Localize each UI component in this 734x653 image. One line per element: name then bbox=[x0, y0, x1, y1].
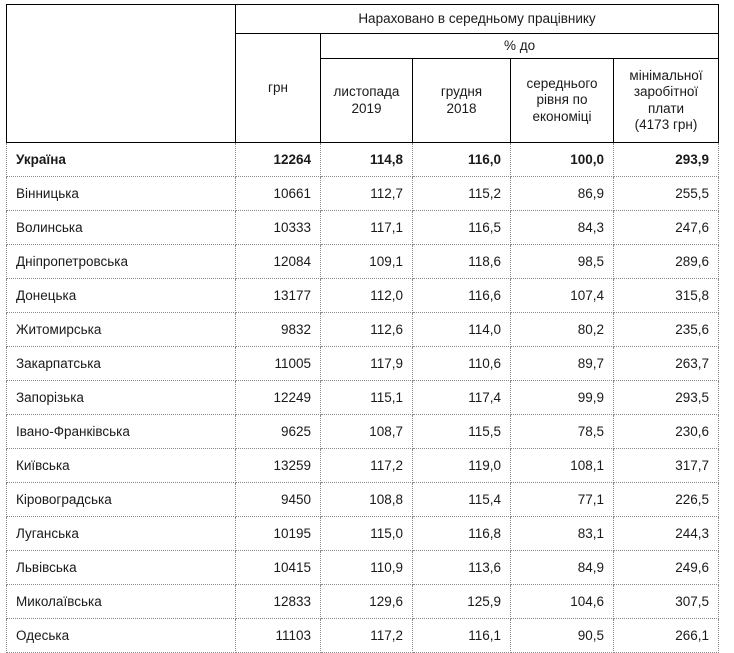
cell-pct-vs-avg-economy: 78,5 bbox=[511, 415, 614, 449]
cell-pct-vs-min-wage: 255,5 bbox=[614, 177, 719, 211]
cell-pct-vs-nov-2019: 117,2 bbox=[321, 619, 413, 653]
cell-pct-vs-nov-2019: 115,0 bbox=[321, 517, 413, 551]
cell-pct-vs-dec-2018: 125,9 bbox=[413, 585, 511, 619]
cell-pct-vs-dec-2018: 115,2 bbox=[413, 177, 511, 211]
cell-pct-vs-min-wage: 289,6 bbox=[614, 245, 719, 279]
table-row bbox=[7, 415, 719, 449]
header-group-title: Нараховано в середньому працівнику bbox=[236, 5, 719, 34]
cell-pct-vs-min-wage: 315,8 bbox=[614, 279, 719, 313]
table-header bbox=[7, 5, 719, 143]
header-col-vs-avg-economy bbox=[511, 59, 614, 143]
cell-amount-uah: 11103 bbox=[236, 619, 321, 653]
cell-amount-uah: 12249 bbox=[236, 381, 321, 415]
cell-pct-vs-dec-2018: 116,1 bbox=[413, 619, 511, 653]
table-row bbox=[7, 143, 719, 177]
cell-region-name: Кіровоградська bbox=[7, 483, 236, 517]
cell-pct-vs-dec-2018: 113,6 bbox=[413, 551, 511, 585]
cell-amount-uah: 13259 bbox=[236, 449, 321, 483]
cell-amount-uah: 9832 bbox=[236, 313, 321, 347]
cell-amount-uah: 13177 bbox=[236, 279, 321, 313]
header-col-vs-dec-2018-line2: 2018 bbox=[446, 100, 477, 116]
cell-pct-vs-nov-2019: 109,1 bbox=[321, 245, 413, 279]
table-row bbox=[7, 245, 719, 279]
cell-amount-uah: 11005 bbox=[236, 347, 321, 381]
table-row bbox=[7, 517, 719, 551]
cell-pct-vs-nov-2019: 117,2 bbox=[321, 449, 413, 483]
header-percent-group-label: % до bbox=[321, 34, 719, 59]
cell-pct-vs-avg-economy: 83,1 bbox=[511, 517, 614, 551]
cell-pct-vs-dec-2018: 116,8 bbox=[413, 517, 511, 551]
header-col-vs-min-wage-line4: (4173 грн) bbox=[634, 116, 698, 132]
header-col-vs-min-wage-line1: мінімальної bbox=[629, 68, 703, 84]
cell-pct-vs-nov-2019: 108,8 bbox=[321, 483, 413, 517]
table-row bbox=[7, 619, 719, 653]
cell-pct-vs-min-wage: 266,1 bbox=[614, 619, 719, 653]
cell-pct-vs-nov-2019: 108,7 bbox=[321, 415, 413, 449]
cell-region-name: Донецька bbox=[7, 279, 236, 313]
cell-amount-uah: 12084 bbox=[236, 245, 321, 279]
cell-pct-vs-avg-economy: 99,9 bbox=[511, 381, 614, 415]
cell-amount-uah: 10661 bbox=[236, 177, 321, 211]
cell-region-name: Україна bbox=[7, 143, 236, 177]
table-body bbox=[7, 143, 719, 653]
cell-pct-vs-dec-2018: 114,0 bbox=[413, 313, 511, 347]
cell-region-name: Київська bbox=[7, 449, 236, 483]
header-col-vs-dec-2018 bbox=[413, 59, 511, 143]
cell-pct-vs-min-wage: 235,6 bbox=[614, 313, 719, 347]
cell-pct-vs-avg-economy: 84,3 bbox=[511, 211, 614, 245]
average-wage-by-region-table bbox=[6, 4, 719, 653]
header-corner-cell bbox=[7, 5, 236, 143]
header-col-vs-avg-economy-line1: середнього bbox=[526, 76, 598, 92]
cell-pct-vs-nov-2019: 129,6 bbox=[321, 585, 413, 619]
table-row bbox=[7, 347, 719, 381]
cell-pct-vs-dec-2018: 119,0 bbox=[413, 449, 511, 483]
table-row bbox=[7, 177, 719, 211]
cell-pct-vs-nov-2019: 117,1 bbox=[321, 211, 413, 245]
cell-pct-vs-min-wage: 230,6 bbox=[614, 415, 719, 449]
cell-region-name: Дніпропетровська bbox=[7, 245, 236, 279]
table-row bbox=[7, 585, 719, 619]
cell-pct-vs-nov-2019: 115,1 bbox=[321, 381, 413, 415]
cell-region-name: Волинська bbox=[7, 211, 236, 245]
cell-pct-vs-nov-2019: 112,6 bbox=[321, 313, 413, 347]
header-col-vs-nov-2019-line2: 2019 bbox=[351, 100, 382, 116]
cell-pct-vs-dec-2018: 116,5 bbox=[413, 211, 511, 245]
header-col-vs-nov-2019-line1: листопада bbox=[333, 84, 400, 100]
table-row bbox=[7, 483, 719, 517]
cell-pct-vs-avg-economy: 108,1 bbox=[511, 449, 614, 483]
cell-region-name: Закарпатська bbox=[7, 347, 236, 381]
cell-pct-vs-min-wage: 249,6 bbox=[614, 551, 719, 585]
cell-region-name: Житомирська bbox=[7, 313, 236, 347]
cell-pct-vs-avg-economy: 80,2 bbox=[511, 313, 614, 347]
cell-pct-vs-nov-2019: 110,9 bbox=[321, 551, 413, 585]
cell-pct-vs-min-wage: 263,7 bbox=[614, 347, 719, 381]
cell-amount-uah: 12833 bbox=[236, 585, 321, 619]
cell-pct-vs-min-wage: 293,9 bbox=[614, 143, 719, 177]
header-col-vs-nov-2019 bbox=[321, 59, 413, 143]
cell-region-name: Вінницька bbox=[7, 177, 236, 211]
header-row-group-title bbox=[7, 5, 719, 34]
cell-amount-uah: 10195 bbox=[236, 517, 321, 551]
cell-pct-vs-avg-economy: 98,5 bbox=[511, 245, 614, 279]
cell-region-name: Львівська bbox=[7, 551, 236, 585]
cell-pct-vs-avg-economy: 77,1 bbox=[511, 483, 614, 517]
cell-pct-vs-nov-2019: 112,7 bbox=[321, 177, 413, 211]
cell-pct-vs-nov-2019: 117,9 bbox=[321, 347, 413, 381]
table-row bbox=[7, 551, 719, 585]
cell-region-name: Луганська bbox=[7, 517, 236, 551]
cell-pct-vs-dec-2018: 116,0 bbox=[413, 143, 511, 177]
cell-pct-vs-dec-2018: 117,4 bbox=[413, 381, 511, 415]
cell-region-name: Миколаївська bbox=[7, 585, 236, 619]
header-col-vs-dec-2018-line1: грудня bbox=[440, 84, 483, 100]
header-col-vs-min-wage bbox=[614, 59, 719, 143]
cell-region-name: Запорізька bbox=[7, 381, 236, 415]
table-row bbox=[7, 279, 719, 313]
cell-pct-vs-min-wage: 247,6 bbox=[614, 211, 719, 245]
cell-pct-vs-avg-economy: 100,0 bbox=[511, 143, 614, 177]
cell-pct-vs-nov-2019: 114,8 bbox=[321, 143, 413, 177]
cell-amount-uah: 9625 bbox=[236, 415, 321, 449]
cell-pct-vs-min-wage: 317,7 bbox=[614, 449, 719, 483]
cell-pct-vs-min-wage: 307,5 bbox=[614, 585, 719, 619]
cell-pct-vs-avg-economy: 107,4 bbox=[511, 279, 614, 313]
cell-pct-vs-avg-economy: 89,7 bbox=[511, 347, 614, 381]
cell-pct-vs-avg-economy: 90,5 bbox=[511, 619, 614, 653]
header-col-vs-avg-economy-line2: рівня по bbox=[536, 92, 588, 108]
cell-pct-vs-dec-2018: 115,4 bbox=[413, 483, 511, 517]
cell-amount-uah: 10333 bbox=[236, 211, 321, 245]
cell-amount-uah: 10415 bbox=[236, 551, 321, 585]
cell-pct-vs-avg-economy: 84,9 bbox=[511, 551, 614, 585]
cell-pct-vs-nov-2019: 112,0 bbox=[321, 279, 413, 313]
header-col-vs-min-wage-line3: плати bbox=[647, 100, 685, 116]
cell-pct-vs-min-wage: 293,5 bbox=[614, 381, 719, 415]
cell-region-name: Одеська bbox=[7, 619, 236, 653]
table-row bbox=[7, 313, 719, 347]
header-col-vs-avg-economy-line3: економіці bbox=[532, 108, 592, 124]
cell-pct-vs-avg-economy: 86,9 bbox=[511, 177, 614, 211]
header-uah-label: грн bbox=[236, 34, 321, 143]
cell-amount-uah: 12264 bbox=[236, 143, 321, 177]
cell-pct-vs-min-wage: 226,5 bbox=[614, 483, 719, 517]
cell-pct-vs-dec-2018: 115,5 bbox=[413, 415, 511, 449]
cell-pct-vs-dec-2018: 110,6 bbox=[413, 347, 511, 381]
header-col-vs-min-wage-line2: заробітної bbox=[633, 84, 699, 100]
cell-amount-uah: 9450 bbox=[236, 483, 321, 517]
cell-region-name: Івано-Франківська bbox=[7, 415, 236, 449]
cell-pct-vs-avg-economy: 104,6 bbox=[511, 585, 614, 619]
table-row bbox=[7, 381, 719, 415]
table-row bbox=[7, 211, 719, 245]
table-row bbox=[7, 449, 719, 483]
cell-pct-vs-dec-2018: 118,6 bbox=[413, 245, 511, 279]
cell-pct-vs-dec-2018: 116,6 bbox=[413, 279, 511, 313]
cell-pct-vs-min-wage: 244,3 bbox=[614, 517, 719, 551]
